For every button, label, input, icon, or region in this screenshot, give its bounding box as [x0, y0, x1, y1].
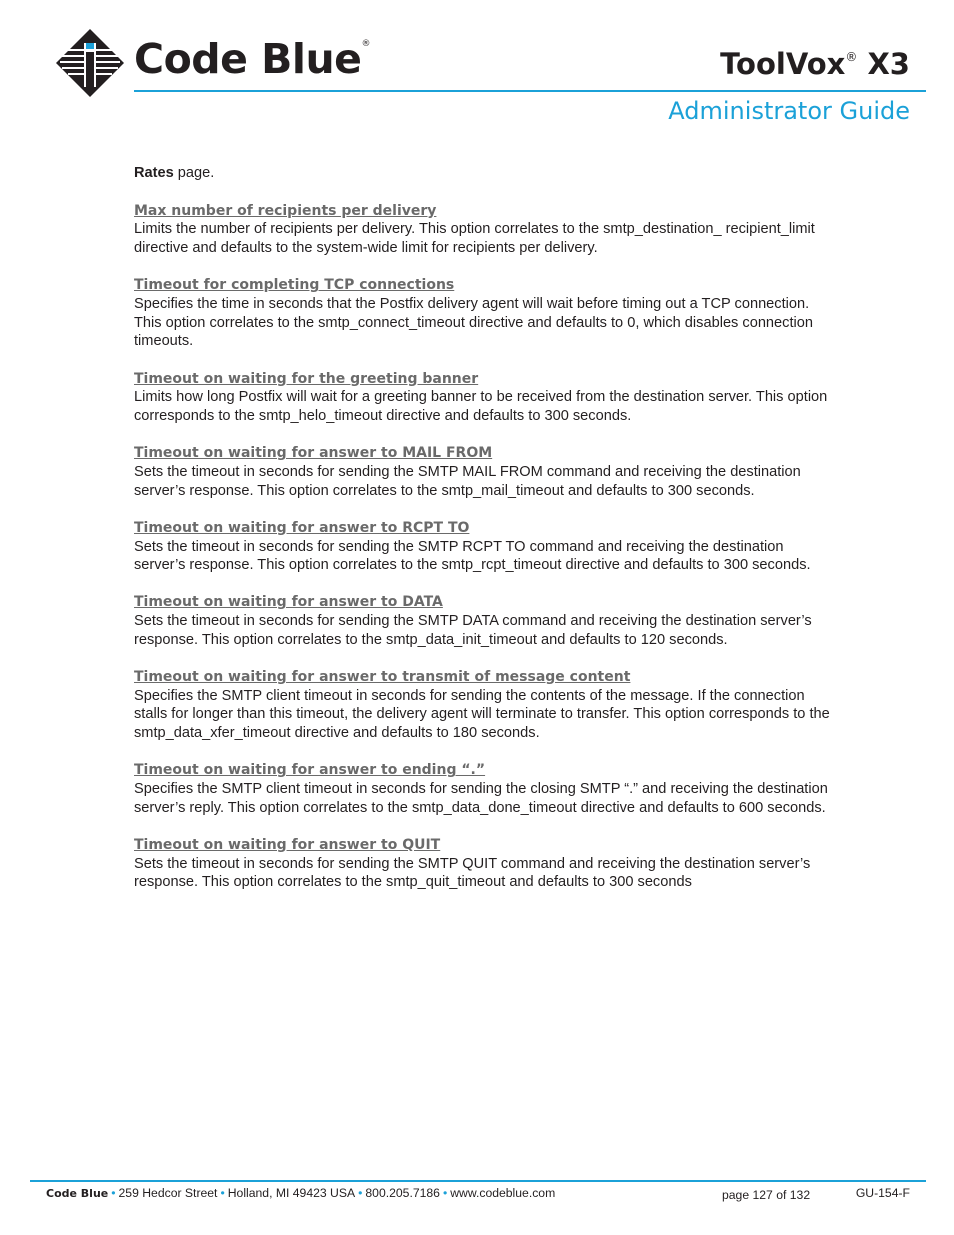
section-heading: Timeout on waiting for answer to ending “.”	[134, 762, 486, 779]
document-id: GU-154-F	[855, 1186, 910, 1200]
section-body: Sets the timeout in seconds for sending the SMTP MAIL FROM command and receiving the destination server’s response. This option correlates to the smtp_mail_timeout and defaults to 300 seconds.	[134, 463, 801, 499]
product-suffix: X3	[867, 47, 910, 81]
section-heading: Timeout on waiting for answer to QUIT	[134, 836, 441, 853]
footer-city: Holland, MI 49423 USA	[227, 1186, 356, 1200]
bullet-separator-icon: •	[442, 1186, 448, 1200]
section-body: Specifies the SMTP client timeout in seconds for sending the contents of the message. If the connection stalls for longer than this timeout, the delivery agent will terminate to transfer. This option corresponds to the smtp_data_xfer_timeout directive and defaults to 180 seconds.	[134, 687, 830, 742]
product-registered-mark: ®	[845, 50, 858, 64]
footer-divider	[30, 1180, 926, 1182]
intro-paragraph	[134, 164, 834, 183]
section-body: Sets the timeout in seconds for sending the SMTP QUIT command and receiving the destination server’s response. This option correlates to the smtp_quit_timeout and defaults to 300 seconds	[134, 855, 811, 891]
header-divider	[134, 90, 926, 92]
footer-contact	[46, 1186, 555, 1200]
section-body: Limits how long Postfix will wait for a greeting banner to be received from the destination server. This option corresponds to the smtp_helo_timeout directive and defaults to 300 seconds.	[134, 389, 828, 425]
code-blue-emblem-icon	[56, 29, 124, 97]
logo-brand-text: Code Blue	[134, 35, 362, 83]
section-heading: Max number of recipients per delivery	[134, 202, 437, 219]
footer-website: www.codeblue.com	[450, 1186, 556, 1200]
footer-phone: 800.205.7186	[365, 1186, 440, 1200]
page-number: page 127 of 132	[722, 1188, 811, 1202]
section-heading: Timeout on waiting for answer to MAIL FROM	[134, 445, 493, 462]
bullet-separator-icon: •	[111, 1186, 116, 1200]
product-title	[720, 47, 910, 81]
document-subtitle: Administrator Guide	[668, 97, 910, 125]
code-blue-logo	[56, 29, 401, 97]
footer-brand: Code Blue	[46, 1187, 109, 1200]
section-body: Sets the timeout in seconds for sending the SMTP DATA command and receiving the destination server’s response. This option correlates to the smtp_data_init_timeout and defaults to 120 seconds.	[134, 613, 812, 648]
intro-bold-text: Rates	[134, 165, 174, 181]
product-name: ToolVox	[720, 47, 846, 81]
logo-wordmark	[134, 35, 370, 83]
section-body: Specifies the time in seconds that the Postfix delivery agent will wait before timing out a TCP connection. This option correlates to the smtp_connect_timeout directive and defaults to 0, which disables connection timeouts.	[134, 296, 813, 350]
main-content	[134, 164, 834, 911]
bullet-separator-icon: •	[220, 1186, 225, 1200]
section-heading: Timeout on waiting for answer to RCPT TO	[134, 519, 470, 536]
footer-address: 259 Hedcor Street	[118, 1186, 218, 1200]
section-body: Specifies the SMTP client timeout in seconds for sending the closing SMTP “.” and receiving the destination server’s reply. This option correlates to the smtp_data_done_timeout directive and defaults to 600 seconds.	[134, 781, 828, 816]
section-heading: Timeout for completing TCP connections	[134, 277, 455, 294]
section-heading: Timeout on waiting for answer to DATA	[134, 594, 443, 611]
section-body: Limits the number of recipients per delivery. This option correlates to the smtp_destination_ recipient_limit directive and defaults to the system-wide limit for recipients per delivery.	[134, 221, 815, 257]
section-body: Sets the timeout in seconds for sending the SMTP RCPT TO command and receiving the destination server’s response. This option correlates to the smtp_rcpt_timeout directive and defaults to 300 seconds.	[134, 538, 811, 574]
section-heading: Timeout on waiting for answer to transmit of message content	[134, 669, 631, 686]
section-heading: Timeout on waiting for the greeting banner	[134, 370, 479, 387]
intro-rest-text: page.	[173, 165, 215, 181]
bullet-separator-icon: •	[358, 1186, 363, 1200]
logo-registered-mark: ®	[361, 39, 370, 49]
